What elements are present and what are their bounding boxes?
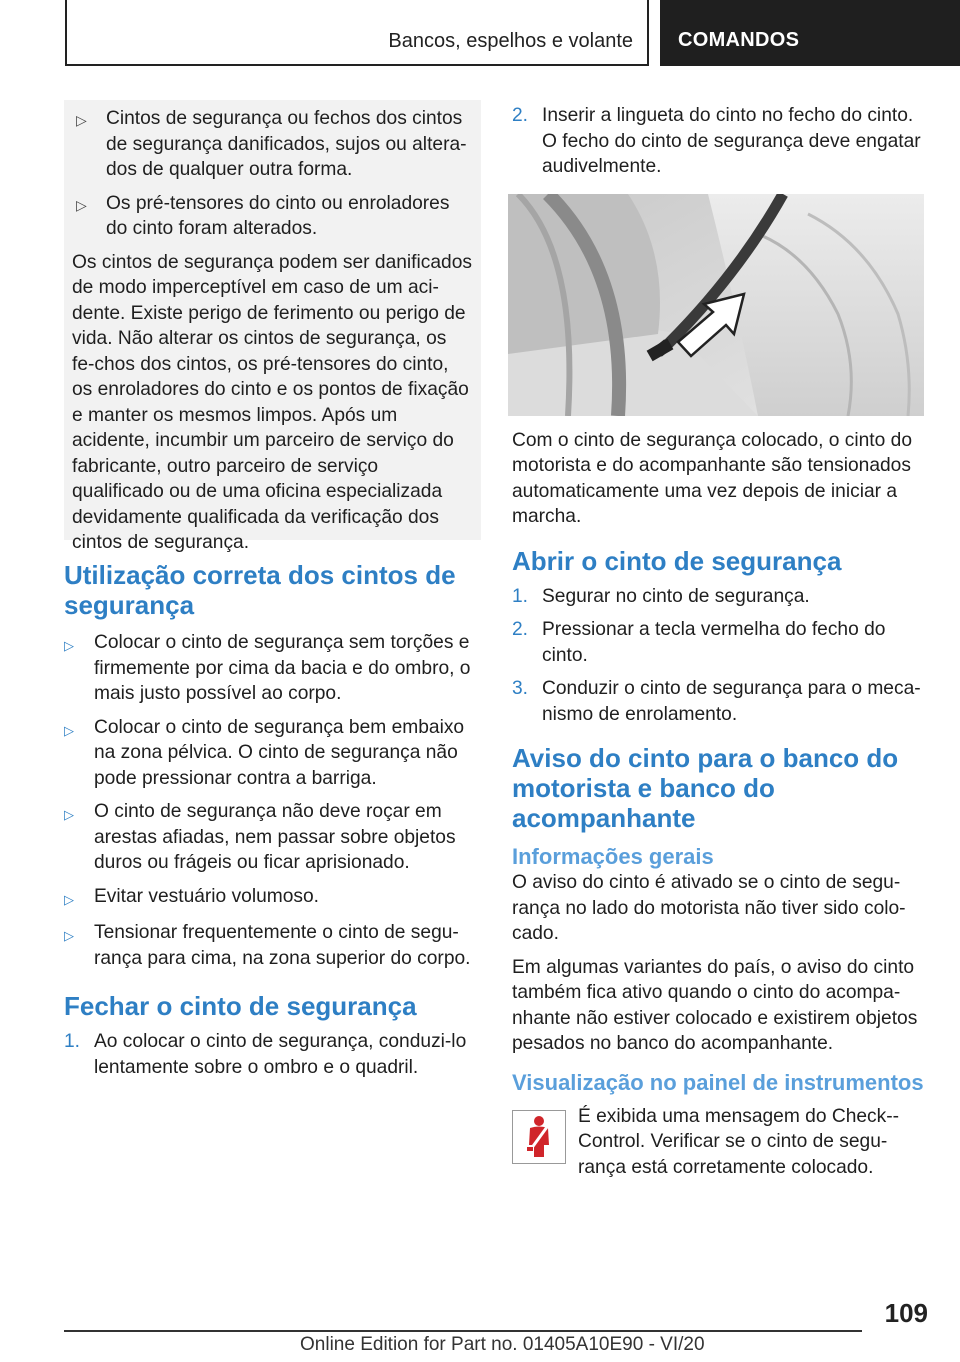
list-item: ▷ Colocar o cinto de segurança bem embaixo na zona pélvica. O cinto de segurança não pode pressionar contra a barriga. [64,715,481,792]
seatbelt-buckle-photo-icon [508,194,924,416]
heading-display: Visualização no painel de instrumentos [512,1069,924,1095]
general-paragraph-2: Em algumas variantes do país, o aviso do cinto também fica ativo quando o cinto do acompa-nhante não estiver colocado e existirem objetos pesados no banco do acompanhante. [512,956,918,1054]
heading-fasten: Fechar o cinto de segurança [64,991,417,1021]
display-text: É exibida uma mensagem do Check--Control. Verificar se o cinto de segu-rança está corretamente colocado. [578,1105,900,1178]
warning-box [64,100,481,553]
after-figure-text: Com o cinto de segurança colocado, o cinto do motorista e do acompanhante são tensionados automaticamente uma vez depois de iniciar a marcha. [512,429,912,527]
right-column [512,103,928,1180]
step-item: 1. Ao colocar o cinto de segurança, conduzi-lo lentamente sobre o ombro e o quadril. [64,1031,467,1078]
warning-bullet: ▷ Os pré-tensores do cinto ou enroladores do cinto foram alterados. [72,191,473,242]
heading-reminder: Aviso do cinto para o banco do motorista e banco do acompanhante [512,743,899,833]
heading-general: Informações gerais [512,844,714,869]
step-item: 2. Pressionar a tecla vermelha do fecho do cinto. [512,619,886,666]
left-column [64,560,481,1088]
display-row [512,1104,928,1181]
general-paragraph-1: O aviso do cinto é ativado se o cinto de segu-rança no lado do motorista não tiver sido colo-cado. [512,872,906,944]
footer-edition: Online Edition for Part no. 01405A10E90 - VI/20 [300,1334,705,1355]
warning-paragraph: Os cintos de segurança podem ser danificados de modo imperceptível em caso de um aci-dente. Existe perigo de ferimento ou perigo de vida. Não alterar os cintos de segurança, os fe-chos dos cintos, os pré-tensores do cinto, os enroladores do cinto e os pontos de fixação e manter os mesmos limpos. Após um acidente, incumbir um parceiro de serviço do fabricante, outro parceiro de serviço qualificado ou de uma oficina especializada devidamente qualificada da verificação dos cintos de segurança. [72,251,472,553]
chapter-tab [660,0,960,66]
step-item: 2. Inserir a lingueta do cinto no fecho do cinto. O fecho do cinto de segurança deve engatar audivelmente. [512,105,921,177]
triangle-bullet-icon: ▷ [64,638,74,653]
seatbelt-warning-icon [512,1110,566,1164]
list-item: ▷ Tensionar frequentemente o cinto de segu-rança para cima, na zona superior do corpo. [64,920,481,971]
triangle-bullet-icon: ▷ [76,112,87,128]
heading-open: Abrir o cinto de segurança [512,545,842,576]
page-header [0,0,960,66]
page-number: 109 [884,1298,928,1328]
warning-bullet: ▷ Cintos de segurança ou fechos dos cintos de segurança danificados, sujos ou altera-dos de qualquer outra forma. [72,106,473,183]
list-item: ▷ Colocar o cinto de segurança sem torções e firmemente por cima da bacia e do ombro, o mais justo possível ao corpo. [64,630,481,707]
list-item: ▷ O cinto de segurança não deve roçar em arestas afiadas, nem passar sobre objetos duros ou frágeis ou ficar aprisionado. [64,799,481,876]
chapter-title: COMANDOS [678,29,800,51]
triangle-bullet-icon: ▷ [76,196,87,213]
step-item: 1. Segurar no cinto de segurança. [512,585,810,607]
section-title: Bancos, espelhos e volante [388,30,633,52]
triangle-bullet-icon: ▷ [64,807,74,822]
triangle-bullet-icon: ▷ [64,722,74,738]
step-item: 3. Conduzir o cinto de segurança para o meca-nismo de enrolamento. [512,678,921,725]
section-tab [65,0,649,66]
list-item: ▷ Evitar vestuário volumoso. [64,884,481,913]
triangle-bullet-icon: ▷ [64,891,74,907]
footer-divider [64,1330,862,1332]
triangle-bullet-icon: ▷ [64,928,74,943]
seatbelt-illustration [508,194,924,416]
heading-correct-use: Utilização correta dos cintos de segurança [64,560,456,620]
